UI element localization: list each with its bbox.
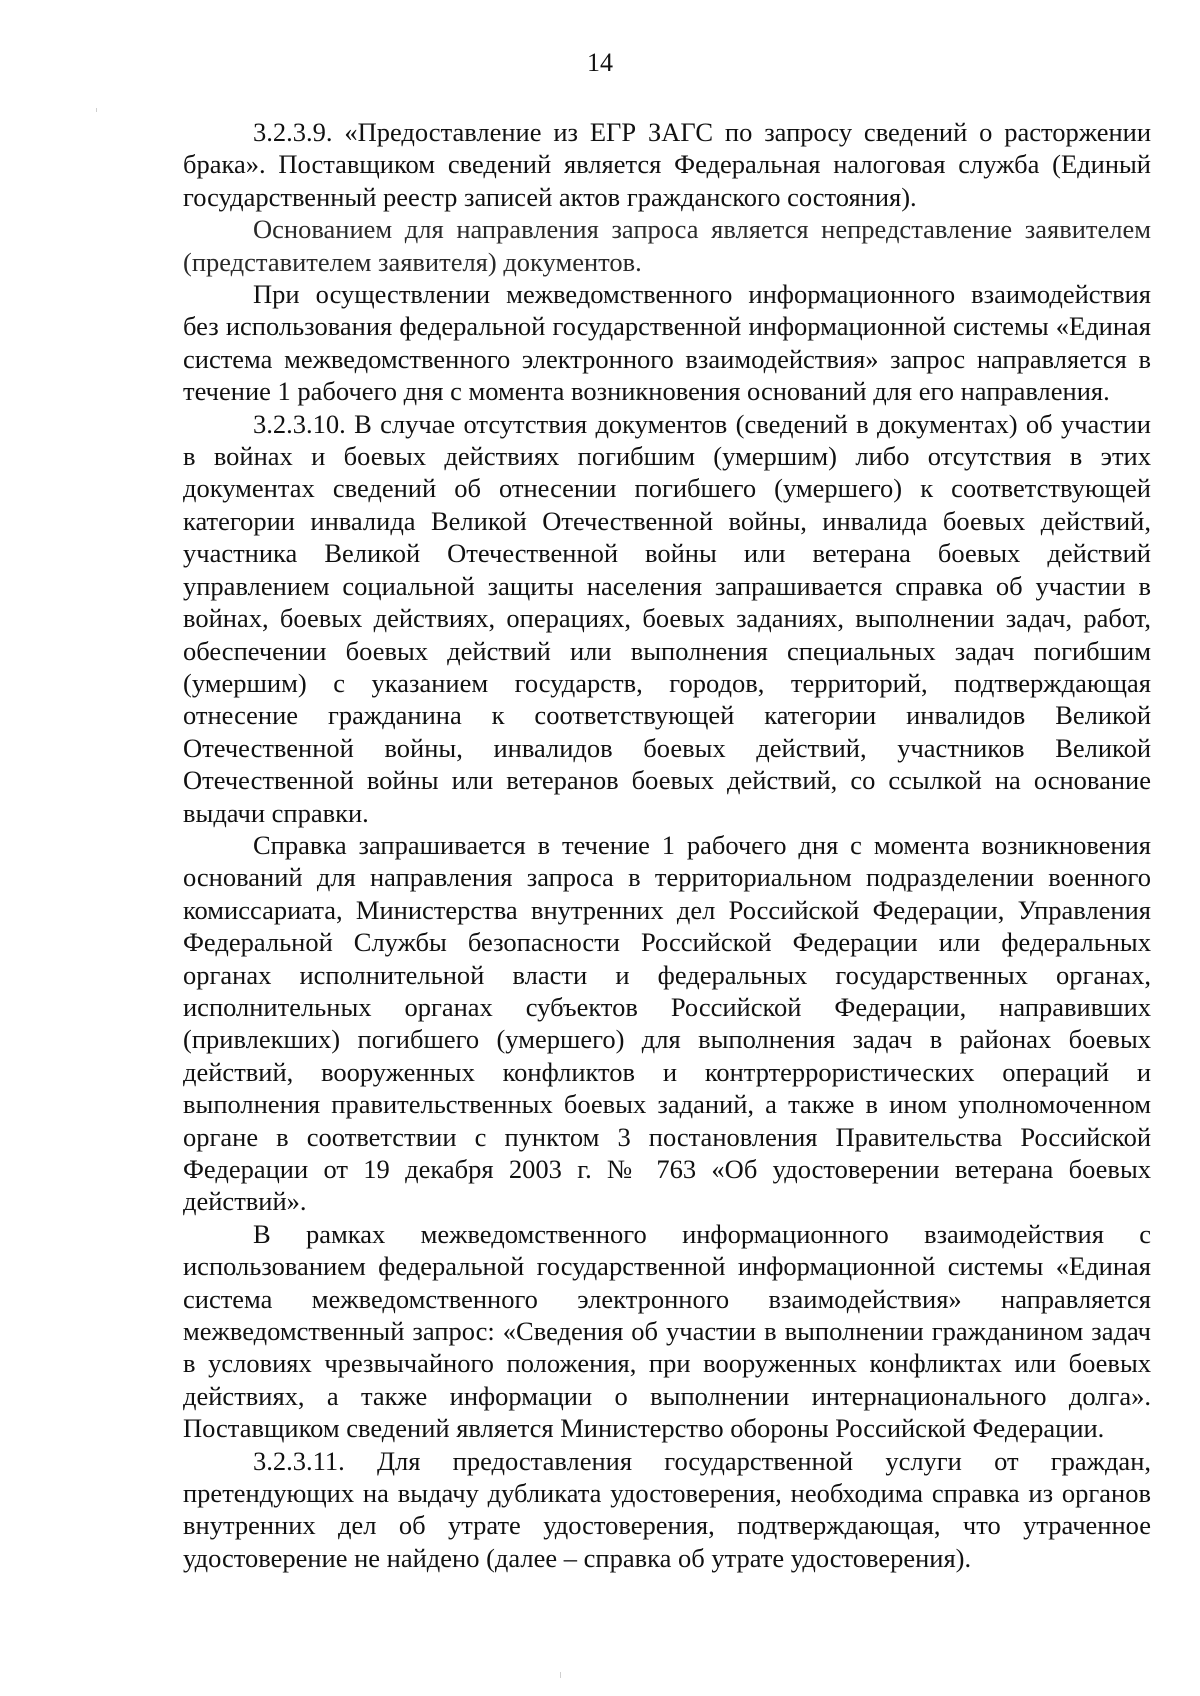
- paragraph-interagency-without-smev: При осуществлении межведомственного информационного взаимодействия без использования федеральной государственной информационной системы «Единая система межведомственного электронного взаимодействия» запрос направляется в течение 1 рабочего дня с момента возникновения оснований для его направления.: [183, 279, 1151, 407]
- scan-margin-mark: [96, 108, 97, 112]
- paragraph-certificate-request: Справка запрашивается в течение 1 рабочего дня с момента возникновения оснований для направления запроса в территориальном подразделении военного комиссариата, Министерства внутренних дел Российской Федерации, Управления Федеральной Службы безопасности Российской Федерации или федеральных органах исполнительной власти и федеральных государственных органах, исполнительных органах субъектов Российской Федерации, направивших (привлекших) погибшего (умершего) для выполнения задач в районах боевых действий, вооруженных конфликтов и контртеррористических операций и выполнения правительственных боевых заданий, а также в ином уполномоченном органе в соответствии с пунктом 3 постановления Правительства Российской Федерации от 19 декабря 2003 г. № 763 «Об удостоверении ветерана боевых действий».: [183, 829, 1151, 1217]
- page-number: 14: [587, 48, 613, 77]
- scan-bottom-mark: [560, 1672, 561, 1678]
- paragraph-3-2-3-10: 3.2.3.10. В случае отсутствия документов (сведений в документах) об участии в войнах и боевых действиях погибшим (умершим) либо отсутствия в этих документах сведений об отнесении погибшего (умершего) к соответствующей категории инвалида Великой Отечественной войны, инвалида боевых действий, участника Великой Отечественной войны или ветерана боевых действий управлением социальной защиты населения запрашивается справка об участии в войнах, боевых действиях, операциях, боевых заданиях, выполнении задач, работ, обеспечении боевых действий или выполнения специальных задач погибшим (умершим) с указанием государств, городов, территорий, подтверждающая отнесение гражданина к соответствующей категории инвалидов Великой Отечественной войны, инвалидов боевых действий, участников Великой Отечественной войны или ветеранов боевых действий, со ссылкой на основание выдачи справки.: [183, 408, 1151, 828]
- paragraph-interagency-with-smev: В рамках межведомственного информационного взаимодействия с использованием федеральной государственной информационной системы «Единая система межведомственного электронного взаимодействия» направляется межведомственный запрос: «Сведения об участии в выполнении гражданином задач в условиях чрезвычайного положения, при вооруженных конфликтах или боевых действиях, а также информации о выполнении интернационального долга». Поставщиком сведений является Министерство обороны Российской Федерации.: [183, 1218, 1151, 1444]
- paragraph-3-2-3-11: 3.2.3.11. Для предоставления государственной услуги от граждан, претендующих на выдачу дубликата удостоверения, необходима справка из органов внутренних дел об утрате удостоверения, подтверждающая, что утраченное удостоверение не найдено (далее – справка об утрате удостоверения).: [183, 1445, 1151, 1573]
- paragraph-3-2-3-9: 3.2.3.9. «Предоставление из ЕГР ЗАГС по запросу сведений о расторжении брака». Поставщиком сведений является Федеральная налоговая служба (Единый государственный реестр записей актов гражданского состояния).: [183, 117, 1151, 212]
- document-body: [183, 116, 1151, 1574]
- paragraph-basis-for-request: Основанием для направления запроса является непредставление заявителем (представителем заявителя) документов.: [183, 214, 1151, 277]
